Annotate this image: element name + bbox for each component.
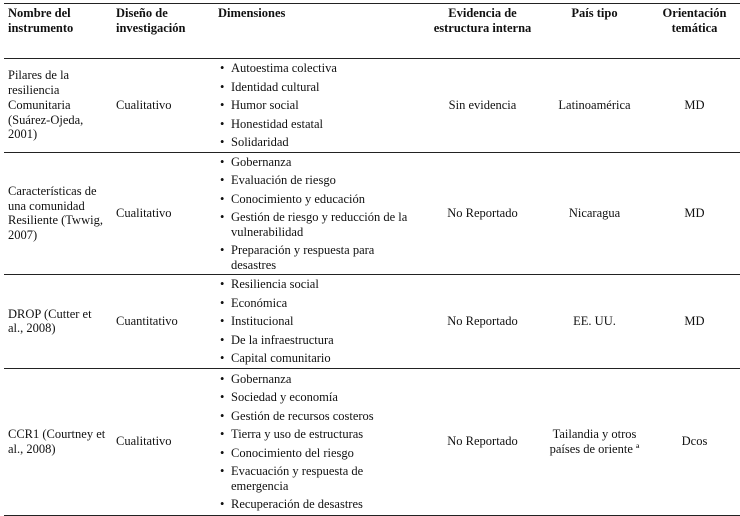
bullet-icon: • bbox=[220, 445, 225, 460]
bullet-icon: • bbox=[220, 390, 225, 404]
bullet-icon: • bbox=[220, 464, 225, 478]
bullet-icon: • bbox=[220, 277, 225, 291]
bullet-icon: • bbox=[220, 314, 225, 328]
cell-nombre: DROP (Cutter et al., 2008) bbox=[8, 306, 92, 336]
table-row bbox=[4, 59, 740, 153]
cell-nombre: Pilares de la resiliencia Comunitaria (Suárez-Ojeda, 2001) bbox=[8, 68, 84, 142]
dimensions-list bbox=[218, 277, 421, 366]
header-row bbox=[4, 4, 740, 59]
bullet-icon: • bbox=[220, 98, 225, 112]
cell-orientacion: MD bbox=[684, 97, 705, 112]
dimension-item: • Recuperación de desastres bbox=[220, 497, 363, 511]
cell-dimensiones bbox=[214, 275, 425, 369]
header-nombre: Nombre del instrumento bbox=[8, 6, 74, 35]
cell-dimensiones bbox=[214, 59, 425, 153]
dimensions-list bbox=[218, 61, 421, 150]
bullet-icon: • bbox=[220, 79, 225, 94]
cell-orientacion: MD bbox=[684, 205, 705, 220]
dimension-item: • Conocimiento del riesgo bbox=[220, 445, 354, 460]
dimension-item: • Gestión de recursos costeros bbox=[220, 408, 374, 423]
cell-diseno: Cuantitativo bbox=[116, 313, 178, 328]
dimension-item: • Gobernanza bbox=[220, 154, 292, 169]
dimension-item: • Identidad cultural bbox=[220, 79, 320, 94]
cell-diseno: Cualitativo bbox=[116, 434, 172, 449]
header-diseno: Diseño de investigación bbox=[116, 6, 186, 35]
cell-evidencia: No Reportado bbox=[447, 205, 518, 220]
dimension-item: • Humor social bbox=[220, 98, 299, 112]
cell-diseno: Cualitativo bbox=[116, 205, 172, 220]
header-orientacion: Orientación temática bbox=[662, 6, 727, 35]
header-pais: País tipo bbox=[571, 6, 618, 20]
cell-nombre: CCR1 (Courtney et al., 2008) bbox=[8, 426, 106, 456]
bullet-icon: • bbox=[220, 116, 225, 131]
cell-pais: Tailandia y otros países de oriente ª bbox=[549, 426, 640, 456]
cell-evidencia: Sin evidencia bbox=[448, 97, 517, 112]
header-dimensiones: Dimensiones bbox=[218, 6, 286, 20]
dimension-item: • Conocimiento y educación bbox=[220, 191, 365, 206]
bullet-icon: • bbox=[220, 427, 225, 441]
bullet-icon: • bbox=[220, 295, 225, 310]
dimension-item: • Económica bbox=[220, 295, 288, 310]
dimension-item: • Gestión de riesgo y reducción de la vulnerabilidad bbox=[220, 210, 408, 239]
bullet-icon: • bbox=[220, 135, 225, 149]
bullet-icon: • bbox=[220, 61, 225, 75]
cell-nombre: Características de una comunidad Resiliente (Twwig, 2007) bbox=[8, 183, 103, 242]
table-row bbox=[4, 368, 740, 515]
bullet-icon: • bbox=[220, 408, 225, 423]
dimension-item: • Evacuación y respuesta de emergencia bbox=[220, 464, 364, 493]
dimension-item: • Sociedad y economía bbox=[220, 390, 338, 404]
dimension-item: • Institucional bbox=[220, 314, 294, 328]
bullet-icon: • bbox=[220, 371, 225, 386]
dimension-item: • De la infraestructura bbox=[220, 332, 334, 347]
table-row bbox=[4, 152, 740, 275]
dimension-item: • Resiliencia social bbox=[220, 277, 319, 291]
cell-orientacion: MD bbox=[684, 313, 705, 328]
dimensions-list bbox=[218, 155, 421, 273]
dimensions-list bbox=[218, 372, 421, 512]
cell-dimensiones bbox=[214, 152, 425, 275]
cell-orientacion: Dcos bbox=[681, 434, 708, 449]
dimension-item: • Gobernanza bbox=[220, 371, 292, 386]
bullet-icon: • bbox=[220, 497, 225, 511]
dimension-item: • Preparación y respuesta para desastres bbox=[220, 243, 375, 272]
cell-pais: Latinoamérica bbox=[558, 97, 631, 112]
bullet-icon: • bbox=[220, 173, 225, 187]
cell-evidencia: No Reportado bbox=[447, 434, 518, 449]
cell-diseno: Cualitativo bbox=[116, 97, 172, 112]
instruments-table bbox=[4, 3, 740, 516]
bullet-icon: • bbox=[220, 154, 225, 169]
cell-pais: Nicaragua bbox=[568, 205, 621, 220]
bullet-icon: • bbox=[220, 351, 225, 365]
dimension-item: • Evaluación de riesgo bbox=[220, 173, 336, 187]
dimension-item: • Autoestima colectiva bbox=[220, 61, 337, 75]
dimension-item: • Tierra y uso de estructuras bbox=[220, 427, 364, 441]
bullet-icon: • bbox=[220, 210, 225, 224]
bullet-icon: • bbox=[220, 332, 225, 347]
dimension-item: • Capital comunitario bbox=[220, 351, 331, 365]
header-evidencia: Evidencia de estructura interna bbox=[433, 6, 532, 35]
bullet-icon: • bbox=[220, 243, 225, 257]
cell-dimensiones bbox=[214, 368, 425, 515]
bullet-icon: • bbox=[220, 191, 225, 206]
dimension-item: • Solidaridad bbox=[220, 135, 289, 149]
cell-pais: EE. UU. bbox=[573, 313, 616, 328]
dimension-item: • Honestidad estatal bbox=[220, 116, 323, 131]
table-row bbox=[4, 275, 740, 369]
cell-evidencia: No Reportado bbox=[447, 313, 518, 328]
